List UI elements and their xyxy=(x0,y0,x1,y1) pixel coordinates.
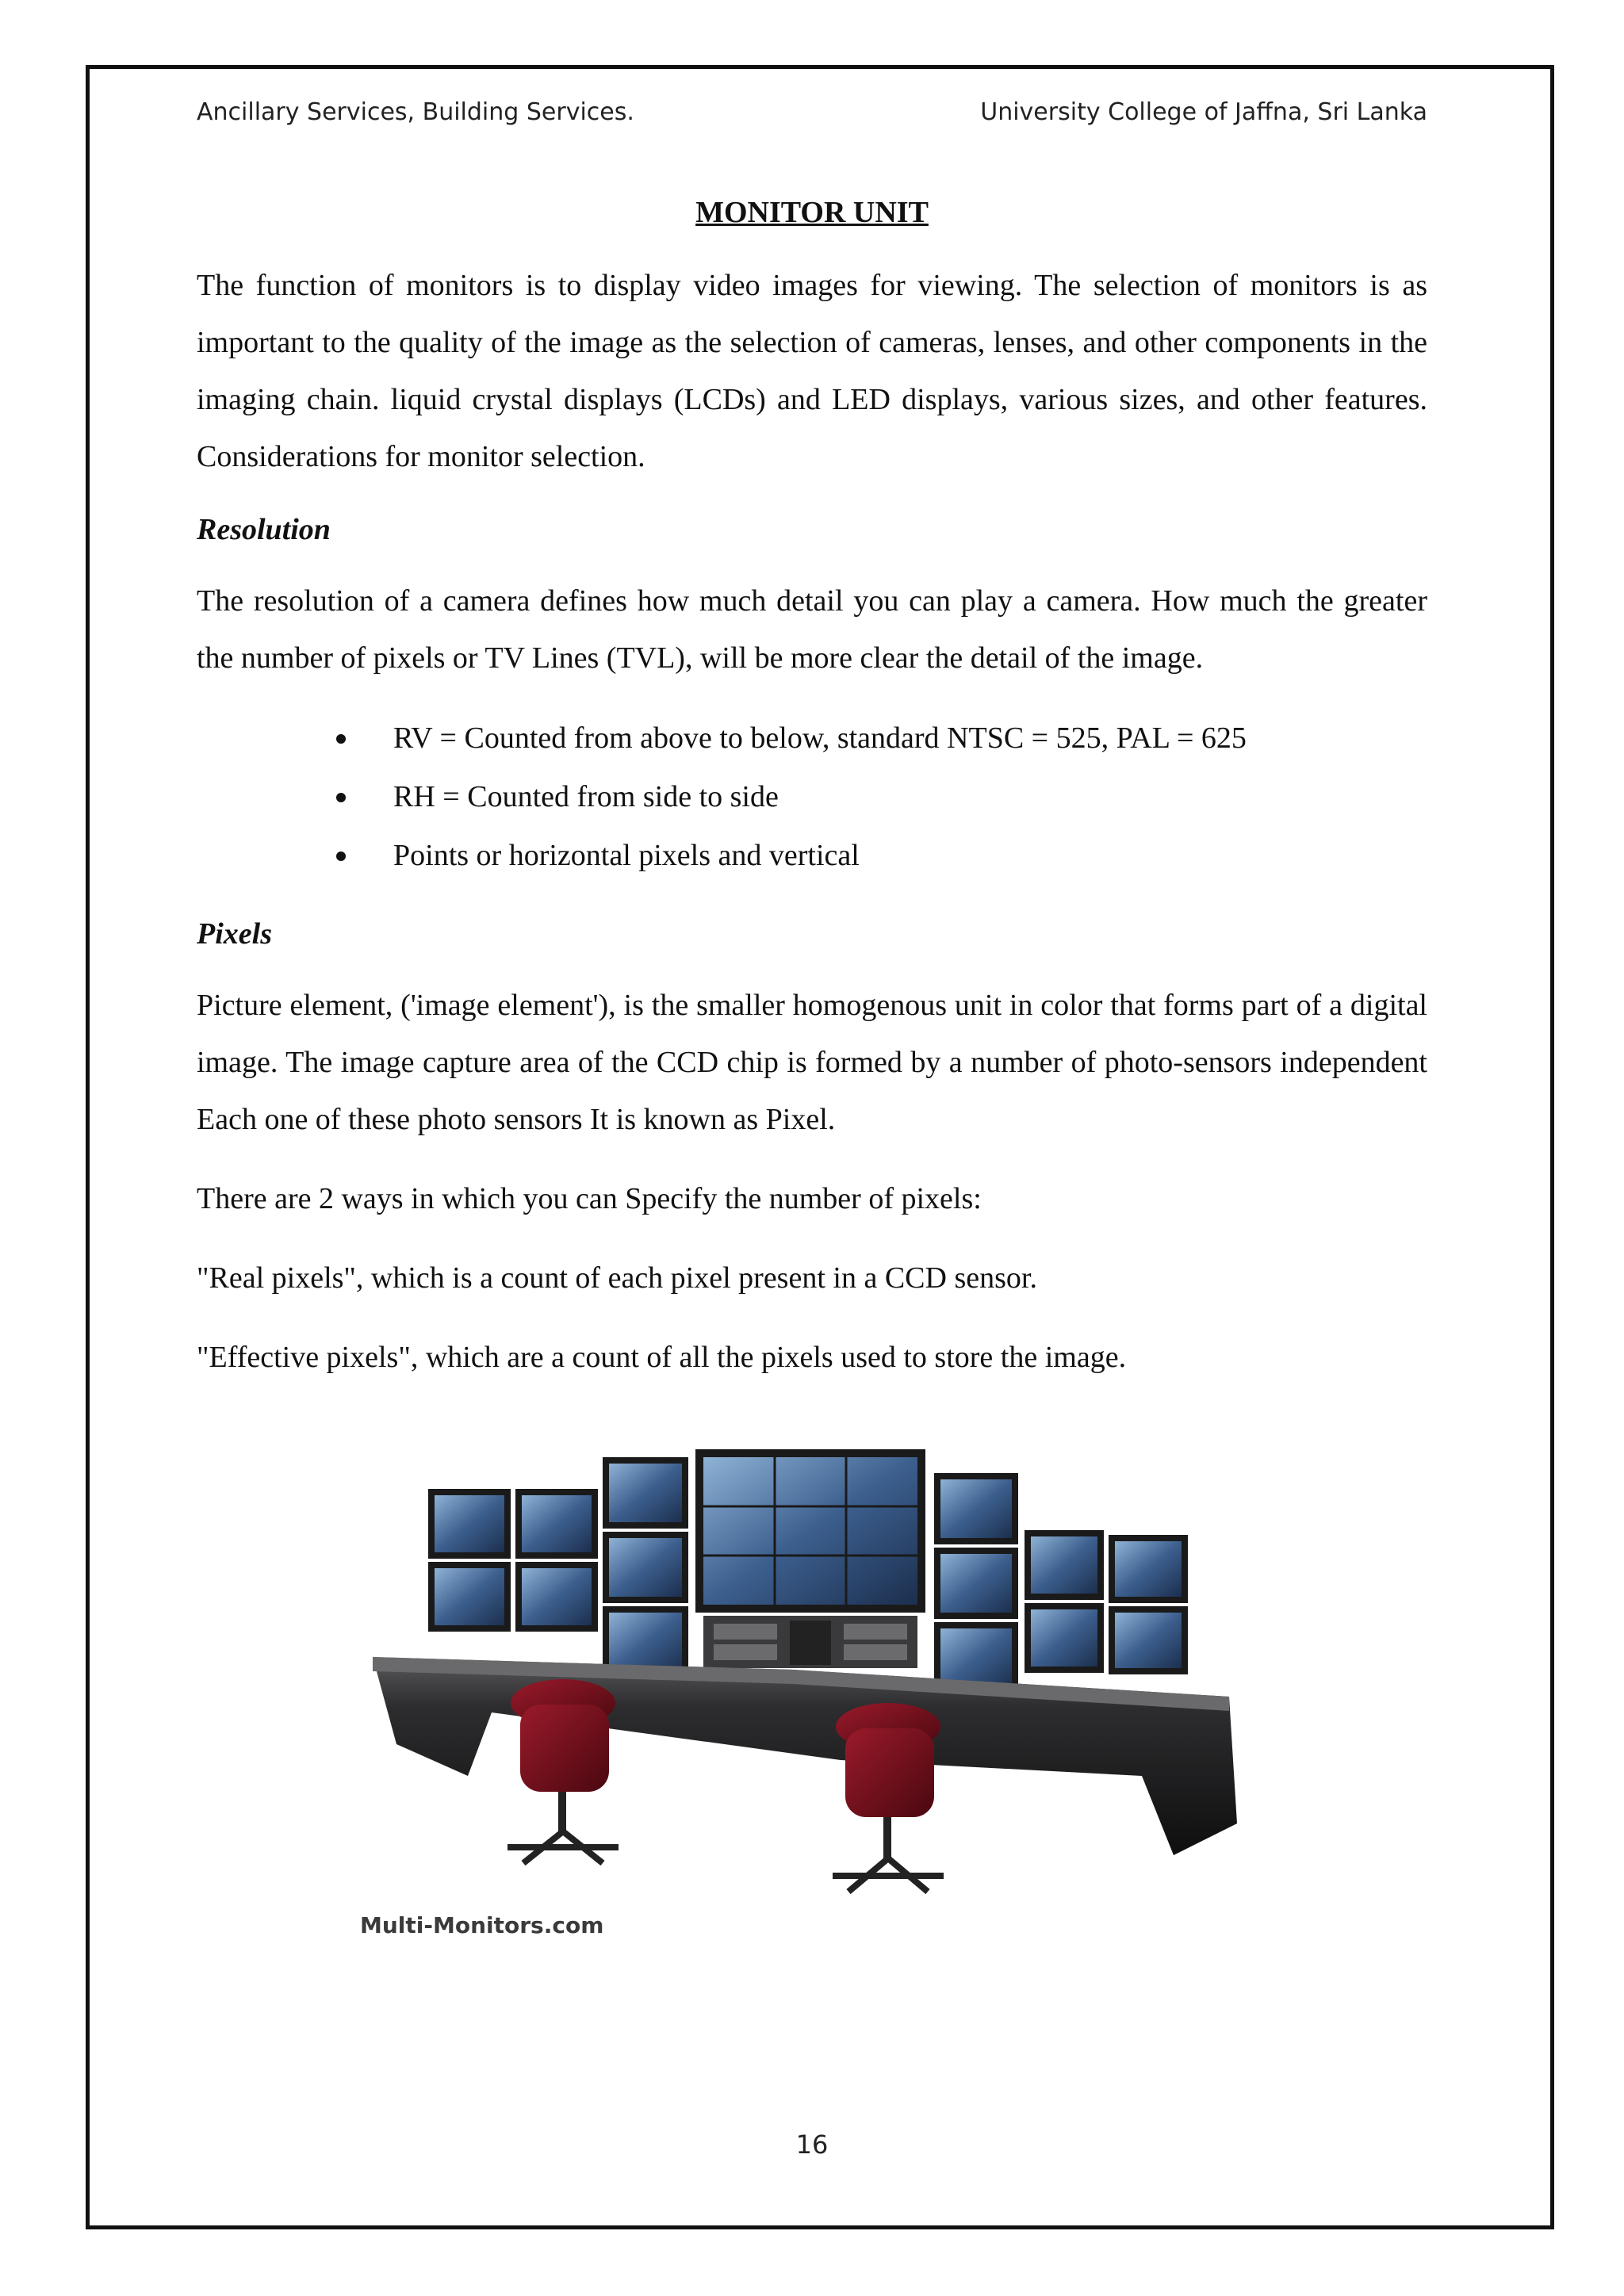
bullet-item xyxy=(336,709,1427,767)
bullet-text: RV = Counted from above to below, standard NTSC = 525, PAL = 625 xyxy=(393,721,1247,755)
effective-pixels-paragraph: "Effective pixels", which are a count of all the pixels used to store the image. xyxy=(197,1341,1127,1374)
section-title: MONITOR UNIT xyxy=(695,196,929,229)
page-number: 16 xyxy=(795,2130,829,2160)
bullet-icon xyxy=(336,734,346,744)
pixels-heading: Pixels xyxy=(197,917,272,951)
bullet-item xyxy=(336,767,1427,826)
bullet-text: Points or horizontal pixels and vertical xyxy=(393,839,860,872)
bullet-icon xyxy=(336,851,346,861)
control-room-monitor-wall-image xyxy=(349,1443,1261,1966)
bullet-item xyxy=(336,826,1427,885)
pixels-paragraph: Picture element, ('image element'), is the smaller homogenous unit in color that forms part of a digital image. The image capture area of the CCD chip is formed by a number of photo-sensors independent Each one of these photo sensors It is known as Pixel. xyxy=(197,989,1427,1136)
image-watermark: Multi-Monitors.com xyxy=(360,1912,604,1938)
real-pixels-paragraph: "Real pixels", which is a count of each pixel present in a CCD sensor. xyxy=(197,1261,1037,1295)
resolution-paragraph: The resolution of a camera defines how much detail you can play a camera. How much the greater the number of pixels or TV Lines (TVL), will be more clear the detail of the image. xyxy=(197,584,1427,675)
resolution-heading: Resolution xyxy=(197,513,331,546)
header-right: University College of Jaffna, Sri Lanka xyxy=(980,98,1427,126)
main-content xyxy=(197,195,1427,1408)
bullet-icon xyxy=(336,793,346,802)
header-left: Ancillary Services, Building Services. xyxy=(197,98,634,126)
bullet-text: RH = Counted from side to side xyxy=(393,780,779,813)
resolution-bullet-list xyxy=(197,709,1427,885)
pixels-ways-paragraph: There are 2 ways in which you can Specify the number of pixels: xyxy=(197,1182,982,1215)
intro-paragraph: The function of monitors is to display video images for viewing. The selection of monitors is as important to the quality of the image as the selection of cameras, lenses, and other components in the imaging chain. liquid crystal displays (LCDs) and LED displays, various sizes, and other features. Considerations for monitor selection. xyxy=(197,269,1427,473)
